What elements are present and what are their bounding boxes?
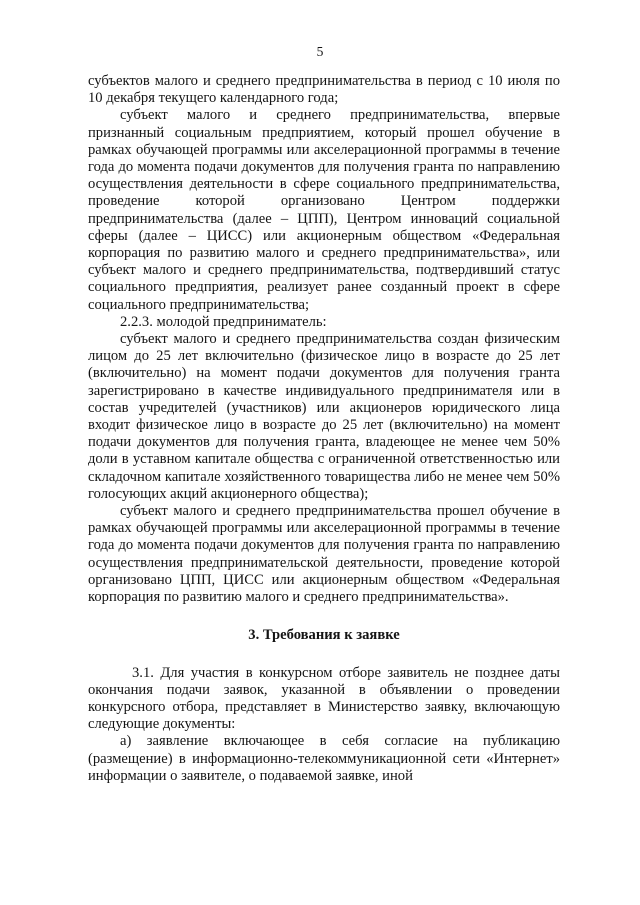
paragraph: 3.1. Для участия в конкурсном отборе заявитель не позднее даты окончания подачи заявок, указанной в объявлении о проведении конкурсного отбора, представляет в Министерство заявку, включающую следующие документы: — [88, 664, 560, 733]
section-heading: 3. Требования к заявке — [248, 627, 400, 644]
list-item: а) заявление включающее в себя согласие на публикацию (размещение) в информационно-телекоммуникационной сети «Интернет» информации о заявителе, о подаваемой заявке, иной — [88, 733, 560, 784]
paragraph: субъект малого и среднего предпринимательства, впервые признанный социальным предприятием, который прошел обучение в рамках обучающей программы или акселерационной программы в течение года до момента подачи документов для получения гранта по направлению осуществления деятельности в сфере социального предпринимательства, проведение которой организовано Центром поддержки предпринимательства (далее – ЦПП), Центром инноваций социальной сферы (далее – ЦИСС) или акционерным обществом «Федеральная корпорация по развитию малого и среднего предпринимательства», или субъект малого и среднего предпринимательства, подтвердивший статус социального предприятия, реализует ранее созданный проект в сфере социального предпринимательства; — [88, 107, 560, 313]
subsection-heading: 2.2.3. молодой предприниматель: — [120, 313, 327, 330]
paragraph: субъектов малого и среднего предпринимательства в период с 10 июля по 10 декабря текущего календарного года; — [88, 73, 560, 107]
paragraph: субъект малого и среднего предпринимательства создан физическим лицом до 25 лет включительно (физическое лицо в возрасте до 25 лет (включительно) на момент подачи документов для получения гранта зарегистрировано в качестве индивидуального предпринимателя или в состав учредителей (участников) или акционеров юридического лица входит физическое лицо в возрасте до 25 лет (включительно) на момент подачи документов для получения гранта, владеющее не менее чем 50% доли в уставном капитале общества с ограниченной ответственностью или складочном капитале хозяйственного товарищества либо не менее чем 50% голосующих акций акционерного общества); — [88, 331, 560, 502]
paragraph: субъект малого и среднего предпринимательства прошел обучение в рамках обучающей программы или акселерационной программы в течение года до момента подачи документов для получения гранта по направлению осуществления предпринимательской деятельности, проведение которой организовано ЦПП, ЦИСС или акционерным обществом «Федеральная корпорация по развитию малого и среднего предпринимательства». — [88, 503, 560, 606]
document-body — [88, 73, 560, 785]
page-number: 5 — [316, 44, 324, 59]
